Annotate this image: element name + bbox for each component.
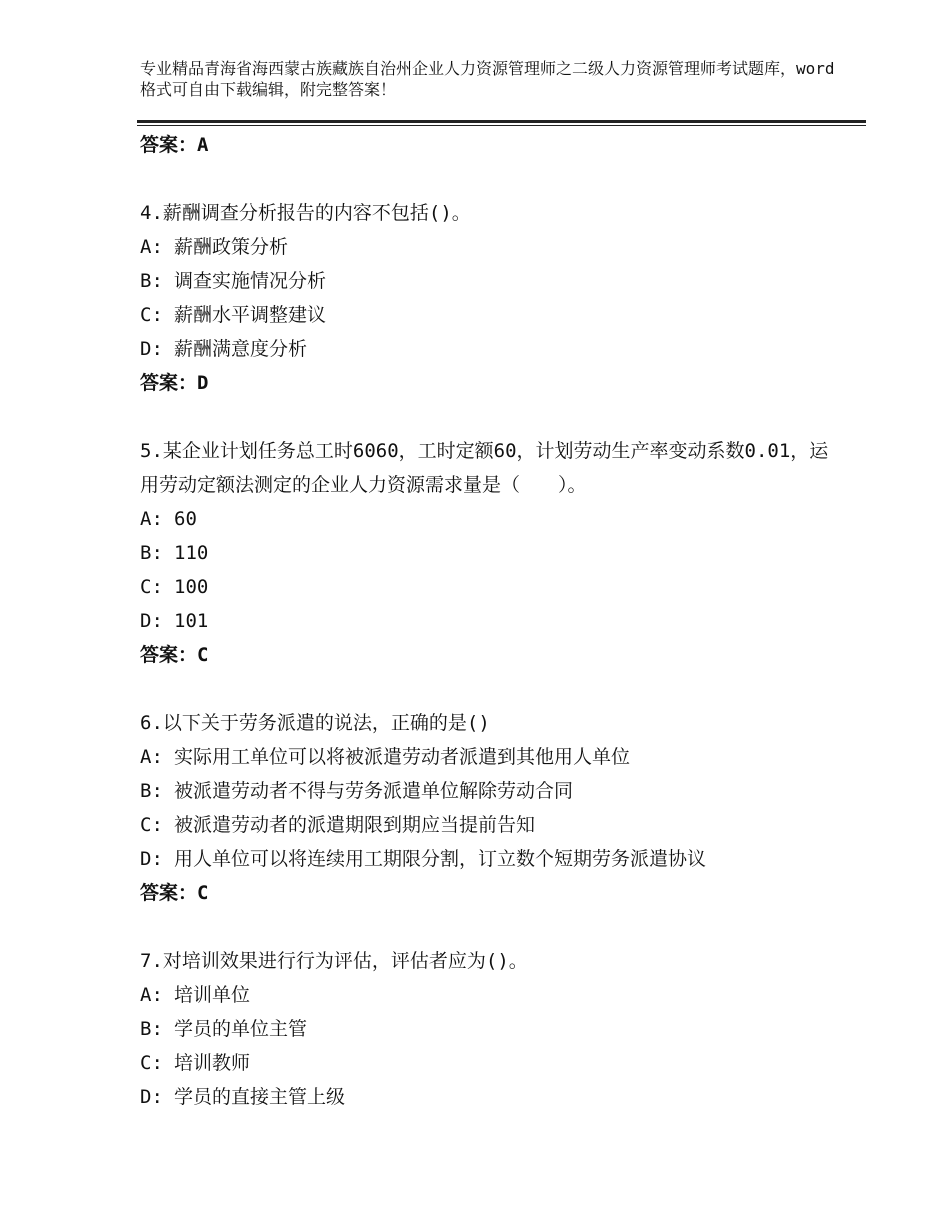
- option-a: [140, 230, 840, 264]
- question-stem: 5.某企业计划任务总工时6060，工时定额60，计划劳动生产率变动系数0.01，运用劳动定额法测定的企业人力资源需求量是（ ）。: [140, 440, 829, 496]
- option-d: [140, 1080, 840, 1114]
- option-letter: C:: [140, 1052, 163, 1074]
- option-text: 用人单位可以将连续用工期限分割，订立数个短期劳务派遣协议: [174, 848, 707, 870]
- option-text: 学员的单位主管: [174, 1018, 308, 1040]
- option-letter: C:: [140, 304, 163, 326]
- question-list: [140, 128, 840, 1114]
- question-stem: 6.以下关于劳务派遣的说法，正确的是(): [140, 712, 490, 734]
- header-rule-thin: [137, 125, 866, 126]
- option-b: [140, 536, 840, 570]
- header-rule-thick: [137, 120, 866, 123]
- option-text: 100: [174, 576, 209, 598]
- option-letter: D:: [140, 848, 163, 870]
- option-letter: D:: [140, 610, 163, 632]
- option-c: [140, 808, 840, 842]
- option-text: 实际用工单位可以将被派遣劳动者派遣到其他用人单位: [174, 746, 631, 768]
- option-letter: A:: [140, 984, 163, 1006]
- option-letter: B:: [140, 780, 163, 802]
- option-letter: B:: [140, 542, 163, 564]
- option-letter: C:: [140, 814, 163, 836]
- option-letter: D:: [140, 1086, 163, 1108]
- option-a: [140, 740, 840, 774]
- question-answer: 答案：C: [140, 882, 209, 904]
- question-answer: 答案：C: [140, 644, 209, 666]
- question-item: [140, 944, 840, 1114]
- option-text: 薪酬水平调整建议: [174, 304, 327, 326]
- option-text: 培训教师: [174, 1052, 251, 1074]
- option-b: [140, 774, 840, 808]
- option-text: 薪酬政策分析: [174, 236, 289, 258]
- option-text: 调查实施情况分析: [174, 270, 327, 292]
- option-d: [140, 842, 840, 876]
- option-b: [140, 1012, 840, 1046]
- option-letter: A:: [140, 236, 163, 258]
- question-item: [140, 706, 840, 910]
- option-a: [140, 978, 840, 1012]
- document-header: [140, 58, 840, 100]
- option-c: [140, 570, 840, 604]
- question-answer: 答案：D: [140, 372, 209, 394]
- option-letter: D:: [140, 338, 163, 360]
- option-letter: A:: [140, 508, 163, 530]
- option-text: 101: [174, 610, 209, 632]
- option-letter: A:: [140, 746, 163, 768]
- option-text: 薪酬满意度分析: [174, 338, 308, 360]
- option-a: [140, 502, 840, 536]
- option-d: [140, 332, 840, 366]
- option-b: [140, 264, 840, 298]
- option-c: [140, 1046, 840, 1080]
- question-stem: 4.薪酬调查分析报告的内容不包括()。: [140, 202, 471, 224]
- option-text: 被派遣劳动者的派遣期限到期应当提前告知: [174, 814, 536, 836]
- option-letter: B:: [140, 270, 163, 292]
- option-text: 被派遣劳动者不得与劳务派遣单位解除劳动合同: [174, 780, 574, 802]
- option-text: 60: [174, 508, 197, 530]
- option-letter: C:: [140, 576, 163, 598]
- option-text: 培训单位: [174, 984, 251, 1006]
- question-item: [140, 196, 840, 400]
- previous-answer: 答案：A: [140, 134, 209, 156]
- option-text: 110: [174, 542, 209, 564]
- option-c: [140, 298, 840, 332]
- option-d: [140, 604, 840, 638]
- question-stem: 7.对培训效果进行行为评估，评估者应为()。: [140, 950, 528, 972]
- question-item: [140, 434, 840, 672]
- header-text: 专业精品青海省海西蒙古族藏族自治州企业人力资源管理师之二级人力资源管理师考试题库，word格式可自由下载编辑，附完整答案！: [140, 59, 835, 99]
- option-text: 学员的直接主管上级: [174, 1086, 346, 1108]
- option-letter: B:: [140, 1018, 163, 1040]
